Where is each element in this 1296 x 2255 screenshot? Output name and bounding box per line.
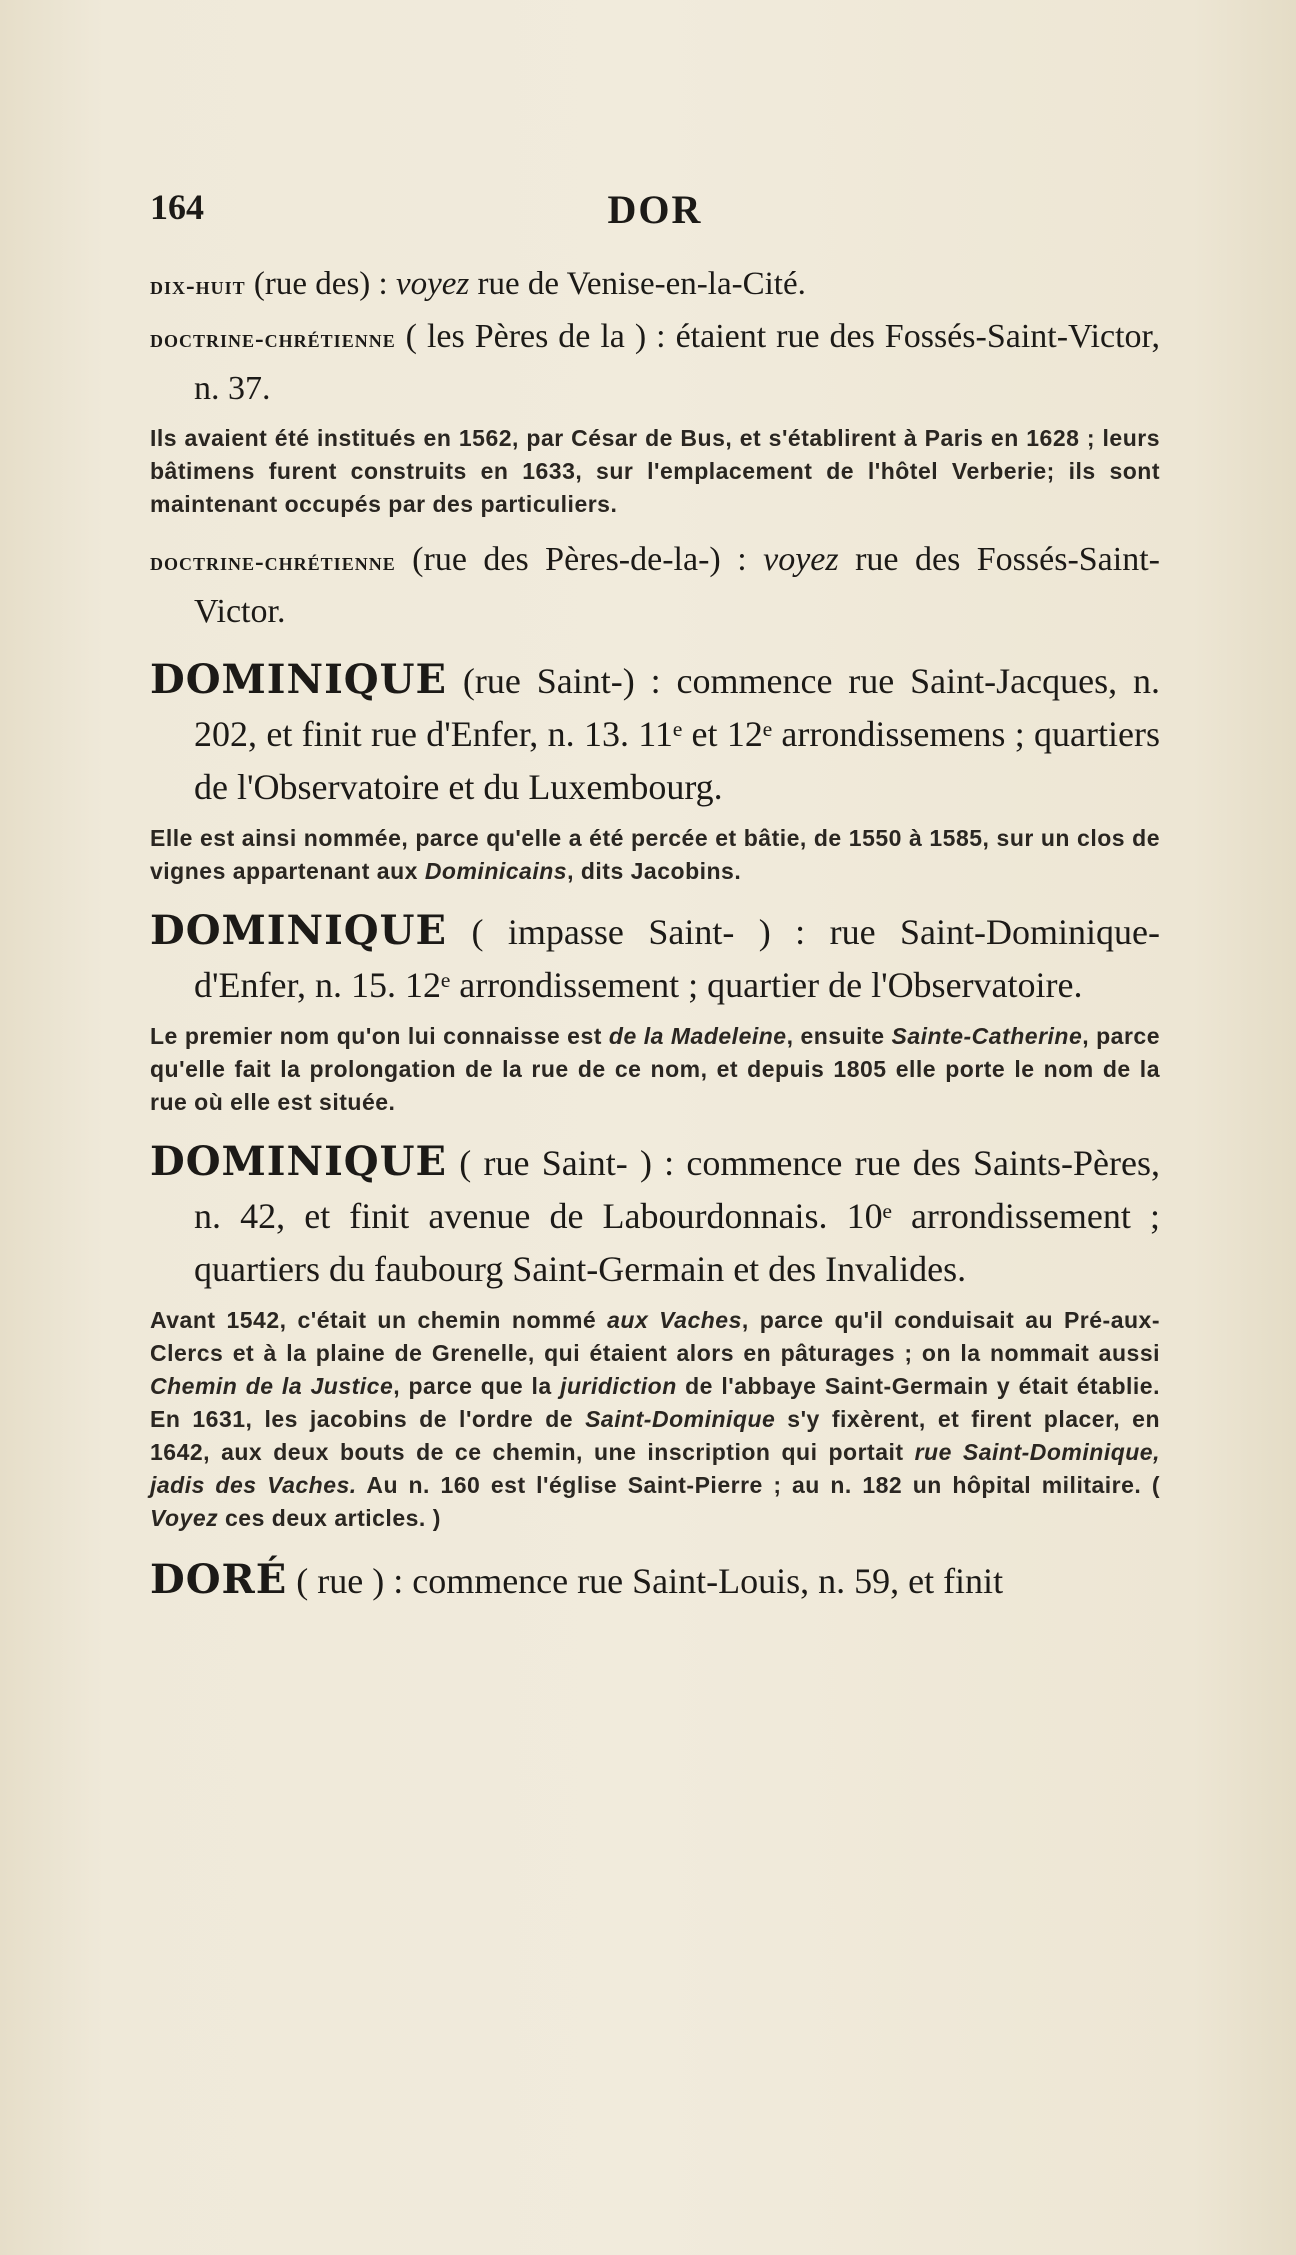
entry-text: ( les Pères de la ) : étaient rue des Fossés-Saint-Victor, n. 37. (194, 318, 1160, 407)
note-italic: juridiction (560, 1373, 677, 1399)
note-italic: Voyez (150, 1505, 219, 1531)
entry-doctrine-chretienne-peres (150, 312, 1160, 414)
note-italic: de la Madeleine (608, 1023, 787, 1049)
note-text: ces deux articles. ) (218, 1505, 441, 1531)
note-italic: aux Vaches (607, 1307, 742, 1333)
note-italic: Chemin de la Justice (150, 1373, 394, 1399)
note-text: Le premier nom qu'on lui connaisse est (150, 1023, 609, 1049)
entry-dominique-impasse (150, 904, 1160, 1012)
running-head: DOR (607, 187, 703, 232)
entry-text-rest: rue des Fossés-Saint-Victor. (194, 541, 1160, 630)
entry-dominique-saints-peres (150, 1135, 1160, 1296)
note-text: , dits Jacobins. (567, 858, 742, 884)
headword: dix-huit (150, 271, 246, 300)
note-text: Elle est ainsi nommée, parce qu'elle a été percée et bâtie, de 1550 à 1585, sur un clos de vignes appartenant aux (150, 825, 1160, 884)
entry-text: (rue des Pères-de-la-) : (412, 541, 764, 578)
entry-doctrine-chretienne-rue (150, 535, 1160, 637)
cross-ref: voyez (395, 266, 470, 302)
note-dominique-2 (150, 1020, 1160, 1119)
headword: doctrine-chrétienne (150, 324, 396, 353)
cross-ref: voyez (763, 541, 839, 578)
page-number: 164 (150, 187, 204, 227)
page-content (150, 262, 1160, 1616)
entry-dore (150, 1553, 1160, 1608)
note-doctrine-chretienne: Ils avaient été institués en 1562, par César de Bus, et s'établirent à Paris en 1628 ; leurs bâtimens furent construits en 1633, sur l'emplacement de l'hôtel Verberie; ils sont maintenant occupés par des particuliers. (150, 425, 1160, 517)
page-header (150, 186, 1160, 236)
headword: DORÉ (150, 1556, 288, 1603)
note-text: de l'abbaye Saint-Germain y était établie. En 1631, les jacobins de l'ordre de (150, 1373, 1160, 1432)
note-italic: Dominicains (424, 858, 568, 884)
entry-text: ( rue Saint- ) : commence rue des Saints-Pères, n. 42, et finit avenue de Labourdonnais. 10ᵉ arrondissement ; quartiers du faubourg Saint-Germain et des Invalides. (194, 1143, 1160, 1289)
entry-text-rest: rue de Venise-en-la-Cité. (469, 266, 806, 302)
note-dominique-1 (150, 822, 1160, 888)
headword: DOMINIQUE (150, 1138, 448, 1185)
entry-text: (rue des) : (253, 266, 396, 302)
note-text: Au n. 160 est l'église Saint-Pierre ; au n. 182 un hôpital militaire. ( (356, 1472, 1160, 1498)
note-text: Avant 1542, c'était un chemin nommé (150, 1307, 608, 1333)
note-text: , parce qu'il conduisait au Pré-aux-Clercs et à la plaine de Grenelle, qui étaient alors en pâturages ; on la nommait aussi (150, 1307, 1160, 1366)
headword: doctrine-chrétienne (150, 547, 396, 576)
note-italic: rue Saint-Dominique, jadis des Vaches. (150, 1439, 1160, 1498)
note-text: , parce que la (393, 1373, 561, 1399)
note-italic: Sainte-Catherine (891, 1023, 1083, 1049)
entry-dominique-rue-jacques (150, 653, 1160, 814)
note-text: s'y fixèrent, et firent placer, en 1642, aux deux bouts de ce chemin, une inscription qui portait (150, 1406, 1160, 1465)
note-dominique-3 (150, 1304, 1160, 1535)
note-italic: Saint-Dominique (585, 1406, 776, 1432)
note-text: , ensuite (786, 1023, 892, 1049)
headword: DOMINIQUE (150, 907, 448, 954)
entry-dix-huit (150, 262, 1160, 308)
entry-text: ( impasse Saint- ) : rue Saint-Dominique-d'Enfer, n. 15. 12ᵉ arrondissement ; quartier de l'Observatoire. (194, 912, 1161, 1005)
headword: DOMINIQUE (150, 656, 448, 703)
entry-text: ( rue ) : commence rue Saint-Louis, n. 59, et finit (296, 1561, 1004, 1601)
entry-text: (rue Saint-) : commence rue Saint-Jacques, n. 202, et finit rue d'Enfer, n. 13. 11ᵉ et 12ᵉ arrondissemens ; quartiers de l'Observatoire et du Luxembourg. (194, 661, 1160, 807)
note-text: , parce qu'elle fait la prolongation de la rue de ce nom, et depuis 1805 elle porte le nom de la rue où elle est située. (150, 1023, 1160, 1115)
